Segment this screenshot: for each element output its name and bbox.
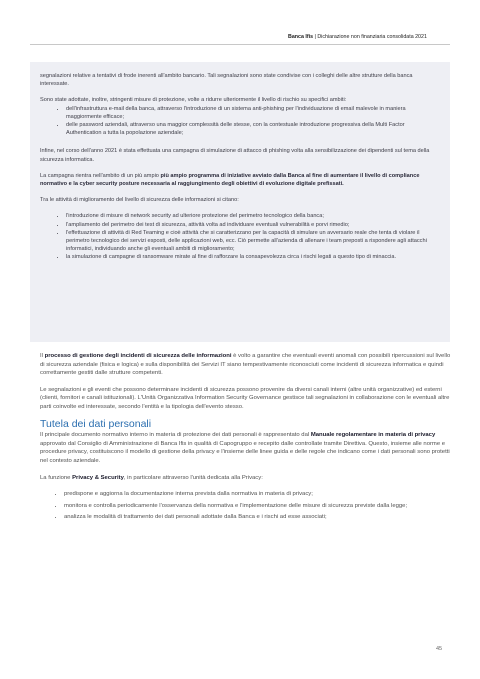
main-p4-highlight: Privacy & Security	[72, 474, 124, 481]
box-paragraph-4	[40, 172, 440, 188]
box-paragraph-5: Tra le attività di miglioramento del livello di sicurezza delle informazioni si citano:	[40, 197, 239, 204]
box-p4-bold: più ampio programma di iniziative avviato dalla Banca al fine di aumentare il livello di compliance normativo e la cyber security posture necessaria al raggiungimento degli obiettivi di evoluzione digitale prefissati.	[40, 172, 420, 188]
main-p1-highlight: processo di gestione degli incidenti di sicurezza delle informazioni	[44, 353, 232, 359]
main-paragraph-4	[40, 474, 452, 483]
main-p3-start: Il principale documento normativo interno in materia di protezione dei dati personali è rappresentato dal	[40, 432, 311, 439]
box-list-2	[40, 212, 440, 261]
main-p1-end: è volto a garantire che eventuali eventi anomali con possibili ripercussioni sul livello di sicurezza aziendale (fisica e logica) e sulla disponibilità dei Servizi IT siano tempestivamente riconosciuti come incidenti di sicurezza informatica e quindi correttamente gestiti dalle strutture competenti.	[40, 353, 451, 377]
main-p3-end: approvato dal Consiglio di Amministrazione di Banca Ifis in qualità di Capogruppo e recepito dalle controllate tramite Direttiva. Questo, insieme alle norme e procedure privacy, costituiscono il modello di gestione della privacy e l'insieme delle linee guida e delle regole che indicano come i dati personali sono protetti nel contesto aziendale.	[40, 440, 450, 464]
list-item: • predispone e aggiorna la documentazione interna prevista dalla normativa in materia di privacy;	[64, 490, 452, 499]
main-content	[40, 352, 452, 525]
main-paragraph-2: Le segnalazioni e gli eventi che possono determinare incidenti di sicurezza possono provenire da diversi canali interni (altre unità organizzative) ed esterni (clienti, fornitori e canali istituzionali). L'Unità Organizzativa Information Security Governance gestisce tali segnalazioni in collaborazione con le eventuali altre parti coinvolte ed interessate, secondo l'entità e la tipologia dell'evento stesso.	[40, 386, 450, 410]
page-header	[288, 34, 427, 40]
box-list-1	[40, 105, 440, 138]
main-list	[40, 490, 452, 522]
header-separator: |	[313, 34, 318, 40]
page-number: 45	[436, 646, 443, 652]
highlight-box	[30, 62, 450, 342]
list-item: • delle password aziendali, attraverso una maggior complessità delle stesse, con la contestuale introduzione progressiva della Multi Factor Authentication a tutta la popolazione aziendale;	[66, 121, 440, 137]
box-paragraph-2: Sono state adottate, inoltre, stringenti misure di protezione, volte a ridurre ulteriormente il livello di rischio su specifici ambiti:	[40, 97, 347, 104]
list-item: • l'introduzione di misure di network security ad ulteriore protezione del perimetro tecnologico della banca;	[66, 212, 440, 220]
box-paragraph-3: Infine, nel corso dell'anno 2021 è stata effettuata una campagna di simulazione di attacco di phishing volta alla sensibilizzazione dei dipendenti sul tema della sicurezza informatica.	[40, 148, 430, 163]
list-item: • monitora e controlla periodicamente l'osservanza della normativa e l'implementazione delle misure di sicurezza previste dalla legge;	[64, 502, 452, 511]
header-rule	[30, 44, 450, 45]
box-p4-start: La campagna rientra nell'ambito di un più ampio	[40, 172, 161, 179]
list-item: • l'ampliamento del perimetro dei test di sicurezza, attività volta ad individuare eventuali vulnerabilità e porvi rimedio;	[66, 221, 440, 229]
main-paragraph-3	[40, 431, 452, 465]
header-brand: Banca Ifis	[288, 34, 314, 40]
main-p4-end: , in particolare attraverso l'unità dedicata alla Privacy:	[123, 474, 263, 481]
list-item: • l'effettuazione di attività di Red Teaming e cioè attività che si caratterizzano per la capacità di simulare un avversario reale che tenta di violare il perimetro tecnologico dei servizi esposti, delle applicazioni web, ecc. Ciò permette all'azienda di allenare i team preposti a rispondere agli attacchi informatici, individuando anche gli eventuali ambiti di miglioramento;	[66, 229, 440, 254]
header-subtitle: Dichiarazione non finanziaria consolidata 2021	[317, 34, 427, 40]
section-heading: Tutela dei dati personali	[40, 417, 152, 430]
main-p4-start: La funzione	[40, 474, 73, 481]
main-p3-highlight: Manuale regolamentare in materia di privacy	[310, 432, 436, 439]
main-paragraph-1	[40, 352, 452, 378]
main-p1-start: Il	[40, 353, 45, 359]
list-item: • analizza le modalità di trattamento dei dati personali adottate dalla Banca e i rischi ad esse associati;	[64, 513, 452, 522]
list-item: • la simulazione di campagne di ransomware mirate al fine di rafforzare la consapevolezza circa i rischi legati a questo tipo di minaccia.	[66, 253, 440, 261]
list-item: • dell'infrastruttura e-mail della banca, attraverso l'introduzione di un sistema anti-phishing per l'individuazione di email malevole in maniera maggiormente efficace;	[66, 105, 440, 121]
box-paragraph-1: segnalazioni relative a tentativi di frode inerenti all'ambito bancario. Tali segnalazioni sono state condivise con i colleghi delle altre strutture della banca interessate.	[40, 73, 413, 88]
